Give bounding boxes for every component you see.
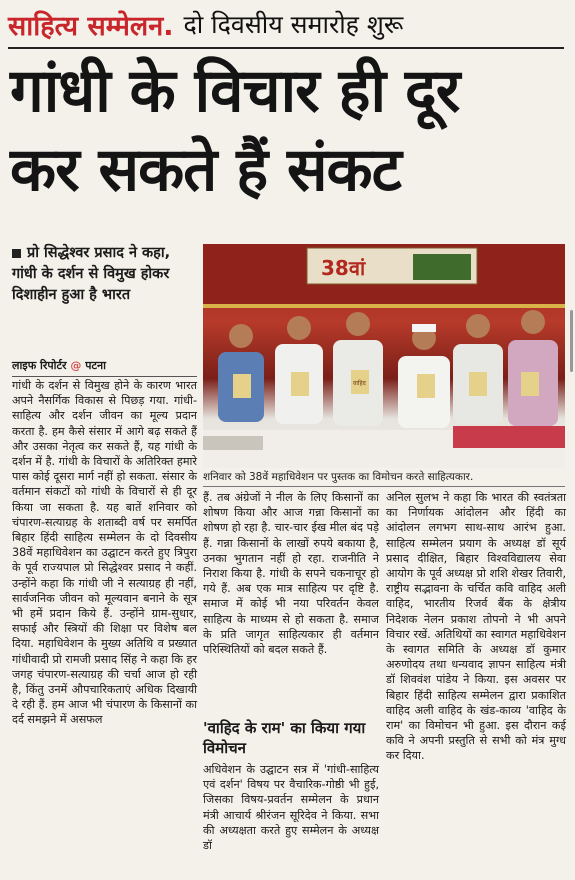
scrollbar[interactable]: [570, 310, 573, 372]
headline-line-2: कर सकते हैं संकट: [10, 135, 401, 205]
column-2b-text: अधिवेशन के उद्घाटन सत्र में 'गांधी-साहित्य एवं दर्शन' विषय पर वैचारिक-गोष्ठी भी हुई, जिसका विषय-प्रवर्तन सम्मेलन के प्रधान मंत्री आचार्य श्रीरंजन सूरिदेव ने किया. सभा की अध्यक्षता करते हुए सम्मेलन के अध्यक्ष डॉ: [203, 763, 379, 853]
article-column-2-continued: [203, 762, 379, 853]
byline-reporter: लाइफ रिपोर्टर: [12, 359, 67, 372]
event-photo-illustration: [203, 244, 565, 468]
byline-rule: [12, 376, 197, 377]
event-photo: [203, 244, 565, 468]
article-column-1: [12, 378, 197, 728]
book-cover-text: वाहिद: [353, 380, 366, 387]
byline-at: @: [70, 359, 82, 372]
kicker-subtitle: दो दिवसीय समारोह शुरू: [183, 10, 404, 39]
photo-caption: शनिवार को 38वें महाधिवेशन पर पुस्तक का विमोचन करते साहित्यकार.: [203, 470, 565, 487]
banner-text: 38वां: [321, 256, 366, 280]
column-3-text: अनिल सुलभ ने कहा कि भारत की स्वतंत्रता का निर्णायक आंदोलन और हिंदी का आंदोलन लगभग साथ-साथ आरंभ हुआ. साहित्य सम्मेलन प्रयाग के अध्यक्ष डॉ सूर्य प्रसाद दीक्षित, बिहार विश्वविद्यालय सेवा आयोग के पूर्व अध्यक्ष प्रो शशि शेखर तिवारी, राष्ट्रीय सद्भावना के चर्चित कवि वाहिद अली वाहिद, भारतीय रिजर्व बैंक के क्षेत्रीय निदेशक नेलन प्रकाश तोपनो ने भी अपने विचार रखें. अतिथियों का स्वागत महाधिवेशन के स्वागत समिति के अध्यक्ष डॉ कुमार अरुणोदय तथा धन्यवाद ज्ञापन साहित्य मंत्री डॉ शिववंश पांडेय ने किया. इस अवसर पर बिहार हिंदी साहित्य सम्मेलन द्वारा प्रकाशित वाहिद अली वाहिद के खंड-काव्य 'वाहिद के राम' का विमोचन भी हुआ. इस दौरान कई कवि ने अपनी प्रस्तुति से सभी को मंत्र मुग्ध कर दिया.: [386, 491, 566, 763]
column-1-text: गांधी के दर्शन से विमुख होने के कारण भारत अपने नैसर्गिक विकास से पिछड़ गया. गांधी-साहित्य और दर्शन जीवन का मूल्य प्रदान करता है. हम कैसे संसार में आगे बढ़ सकते हैं और उसका नेतृत्व कर सकते हैं, यह गांधी के दर्शन में है. गांधी के विचारों के अतिरिक्त हमारे पास कोई दूसरा मार्ग नहीं हो सकता. संसार के वर्तमान संकटों को गांधी के विचारों से ही दूर किया जा सकता है. यह बातें शनिवार को चंपारण-सत्याग्रह के शताब्दी वर्ष पर समर्पित बिहार हिंदी साहित्य सम्मेलन के दो दिवसीय 38वें महाधिवेशन का उद्घाटन करते हुए त्रिपुरा के पूर्व राज्यपाल प्रो सिद्धेश्वर प्रसाद ने कहीं. उन्होंने कहा कि गांधी जी ने सत्याग्रह ही नहीं, सार्वजनिक जीवन को मूल्यवान बनाने के सूत्र भी हमें प्रदान किये हैं. उन्होंने ग्राम-सुधार, सफाई और स्त्रियों की शिक्षा पर विशेष बल दिया. महाधिवेशन के मुख्य अतिथि व प्रख्यात गांधीवादी प्रो रामजी प्रसाद सिंह ने कहा कि हर जगह चंपारण-सत्याग्रह की चर्चा आज हो रही है, किंतु उनमें औपचारिकताएं अधिक दिखायी दे रही हैं. हम आज भी चंपारण के किसानों का दर्द समझने में असफल: [12, 379, 197, 727]
headline-line-1: गांधी के विचार ही दूर: [10, 56, 460, 126]
article-column-2: [203, 490, 379, 657]
column-2-text: हैं. तब अंग्रेजों ने नील के लिए किसानों का शोषण किया और आज गन्ना किसानों का शोषण हो रहा है. चार-चार ईख मील बंद पड़े हैं. गन्ना किसानों के लाखों रुपये बकाया है, उनका भुगतान नहीं हो रहा. राजनीति ने निराश किया है. गांधी के सपने चकनाचूर हो गये हैं. अब एक मात्र साहित्य पर दृष्टि है. समाज में कोई भी नया परिवर्तन केवल साहित्य के माध्यम से हो सकता है. समाज के प्रति जागृत साहित्यकार ही वर्तमान परिस्थितियों को बदल सकते हैं.: [203, 491, 379, 657]
kicker-divider: [8, 47, 564, 49]
byline: [12, 358, 197, 373]
headline: [10, 52, 570, 210]
summary-blurb: [12, 243, 197, 306]
byline-city: पटना: [85, 359, 106, 372]
article-column-3: [386, 490, 566, 764]
subheading: 'वाहिद के राम' का किया गया विमोचन: [203, 719, 366, 757]
bullet-square-icon: [12, 249, 21, 258]
section-kicker: [8, 4, 568, 44]
kicker-section-name: साहित्य सम्मेलन.: [8, 10, 174, 42]
blurb-text: प्रो सिद्धेश्वर प्रसाद ने कहा, गांधी के दर्शन से विमुख होकर दिशाहीन हुआ है भारत: [12, 245, 171, 303]
